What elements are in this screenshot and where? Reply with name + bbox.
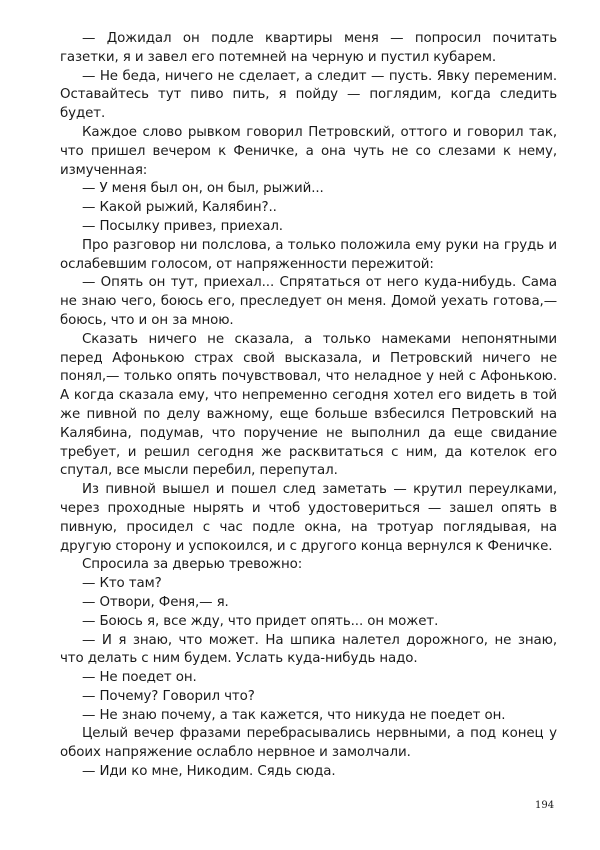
paragraph: — Дожидал он подле квартиры меня — попросил почитать газетки, я и завел его потемней на черную и пустил кубарем.	[60, 31, 557, 65]
paragraph: Каждое слово рывком говорил Петровский, оттого и говорил так, что пришел вечером к Феничке, а она чуть не со слезами к нему, измученная:	[60, 124, 557, 178]
paragraph: — Иди ко мне, Никодим. Сядь сюда.	[82, 764, 336, 780]
paragraph: — Боюсь я, все жду, что придет опять... он может.	[82, 613, 439, 629]
paragraph: — Кто там?	[82, 576, 162, 592]
paragraph: — Посылку привез, приехал.	[82, 218, 283, 234]
paragraph: Целый вечер фразами перебрасывались нервными, а под конец у обоих напряжение ослабло нервное и замолчали.	[60, 726, 557, 761]
paragraph: — Какой рыжий, Калябин?..	[82, 200, 277, 216]
page-number: 194	[535, 800, 555, 811]
paragraph: — Не беда, ничего не сделает, а следит — пусть. Явку переменим. Оставайтесь тут пиво пить, я пойду — поглядим, когда следить будет.	[60, 68, 557, 122]
paragraph: — И я знаю, что может. На шпика налетел дорожного, не знаю, что делать с ним будем. Услать куда-нибудь надо.	[60, 632, 557, 667]
paragraph: — Не поедет он.	[82, 670, 197, 686]
page-body	[60, 30, 557, 782]
paragraph: Спросила за дверью тревожно:	[82, 557, 303, 573]
paragraph: Про разговор ни полслова, а только положила ему руки на грудь и ослабевшим голосом, от напряженности пережитой:	[60, 237, 557, 272]
paragraph: — У меня был он, он был, рыжий...	[82, 181, 324, 197]
paragraph: Из пивной вышел и пошел след заметать — крутил переулками, через проходные нырять и чтоб удостовериться — зашел опять в пивную, просидел с час подле окна, на тротуар поглядывая, на другую сторону и успокоился, и с другого конца вернулся к Феничке.	[60, 482, 557, 554]
paragraph: Сказать ничего не сказала, а только намеками непонятными перед Афонькою страх свой высказала, и Петровский ничего не понял,— только опять почувствовал, что неладное у ней с Афонькою. А когда сказала ему, что непременно сегодня хотел его видеть в той же пивной по делу важному, еще больше взбесился Петровский на Калябина, подумав, что поручение не выполнил да еще свидание требует, и решил сегодня же расквитаться с ним, да котелок его спутал, все мысли перебил, перепутал.	[60, 331, 557, 479]
paragraph: — Отвори, Феня,— я.	[82, 594, 229, 610]
paragraph: — Не знаю почему, а так кажется, что никуда не поедет он.	[82, 707, 506, 723]
paragraph: — Опять он тут, приехал... Спрятаться от него куда-нибудь. Сама не знаю чего, боюсь его, преследует он меня. Домой уехать готова,— боюсь, что и он за мною.	[60, 275, 557, 328]
paragraph: — Почему? Говорил что?	[82, 688, 255, 704]
